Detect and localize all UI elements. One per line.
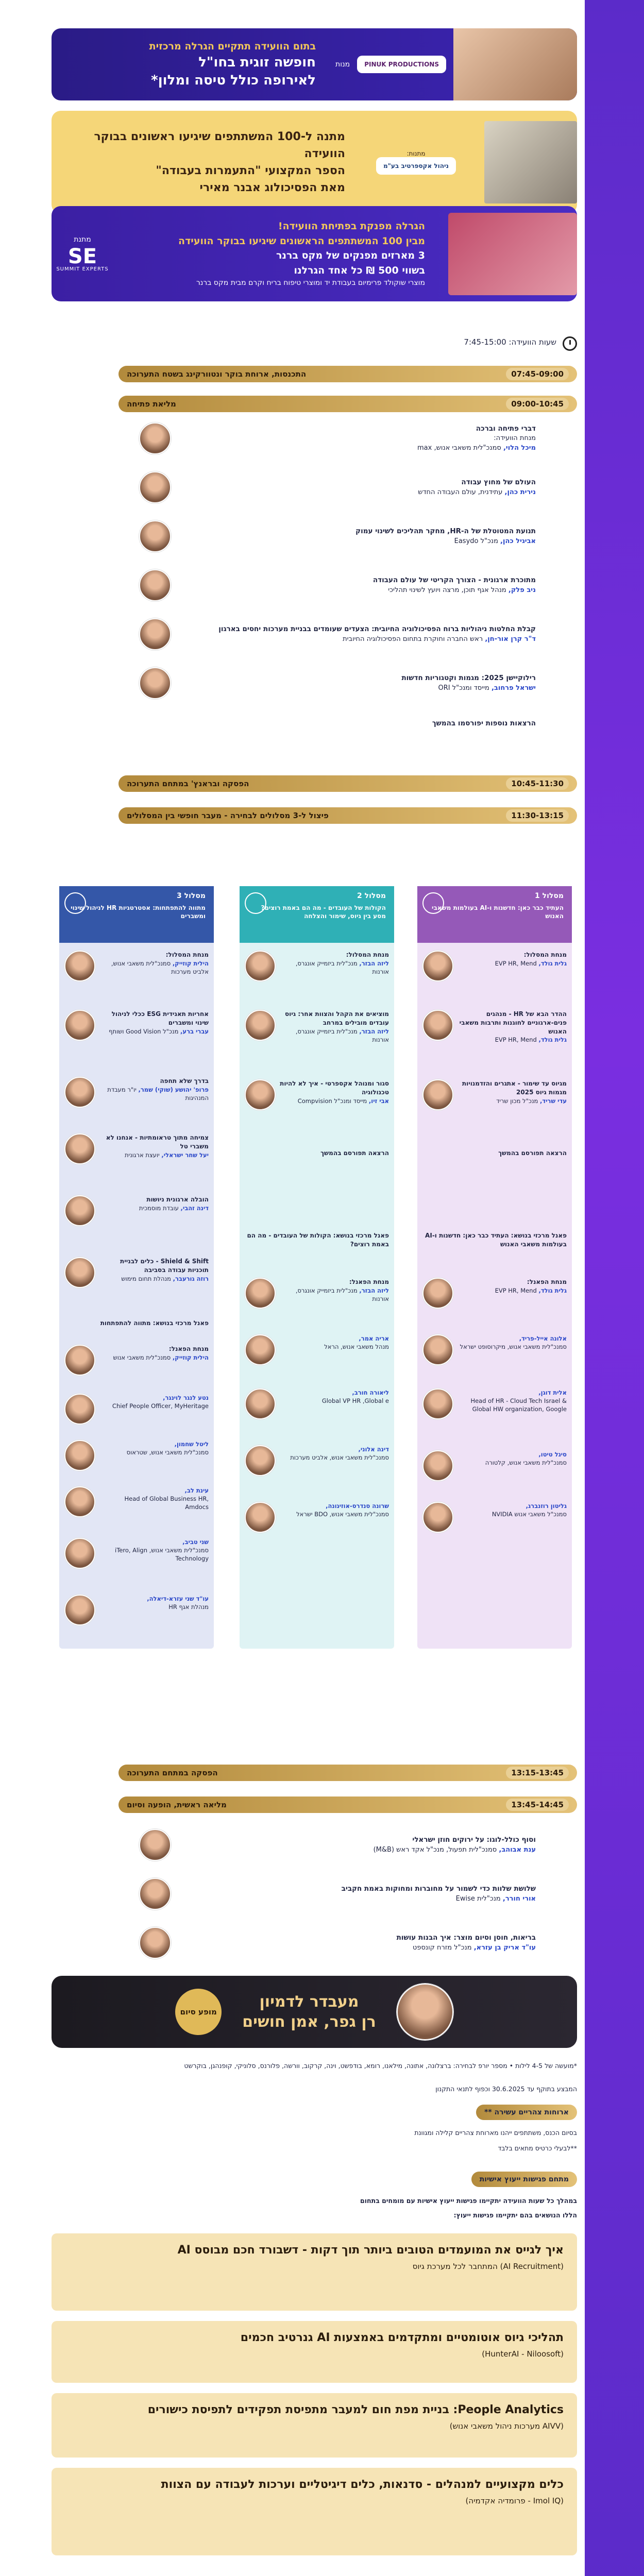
track-badge-icon bbox=[245, 892, 266, 914]
track-cell: מנחת המסלול: ליזה הבזר, מנכ"לית ביזמייק אונגרס, אורנות bbox=[240, 951, 394, 981]
avatar bbox=[422, 1334, 453, 1365]
track-3-header: מסלול 3 מתווה להתפתחות: אסטרטגיות HR לניהול שינוי ומשברים bbox=[59, 886, 214, 943]
track-cell: סיגל טיטו, סמנכ"לית משאבי אנוש, קלטורה bbox=[417, 1450, 572, 1481]
se-gift-label: מתנת bbox=[74, 235, 91, 244]
avatar bbox=[64, 1133, 95, 1164]
avatar bbox=[64, 1394, 95, 1425]
chocolate-gift-image bbox=[448, 213, 577, 295]
consult-note-2: הללו הנושאים בהם יתקיימו פגישות ייעוץ: bbox=[453, 2211, 577, 2219]
closing-item-3: בריאות, חוסן וסיום מוצר: איך הבנות עושות עו"ד אריק בן עזרא, מנכ"ל מזרח קונספט bbox=[139, 1927, 536, 1959]
chocolate-line-3: 3 מארזים מפנקים של מקס ברנר bbox=[276, 250, 425, 261]
plenary-item-3: תנועת המטוטלת של ה-HR, מחקר תהליכים לשינוי עמוק אביגיל כהן, מנכ"ל Easydo bbox=[139, 520, 536, 552]
track-cell: דינה אלוני, סמנכ"לית משאבי אנוש, אלביט מערכות bbox=[240, 1445, 394, 1476]
track-cell: סגור ומנוהל אקספרטי - איך לא להיות טכנולוגיה אבי זיו, מייסד ומנכ"ל Compvision bbox=[240, 1079, 394, 1110]
track-cell: שני טביב, סמנכ"לית משאבי אנוש, iTero, Align Technology bbox=[59, 1538, 214, 1569]
track-cell: מנחת הפאנל: ליזה הבזר, מנכ"לית ביזמייק אונגרס, אורנות bbox=[240, 1278, 394, 1309]
beach-couple-image bbox=[453, 28, 577, 100]
closing-show-badge: מופע סיום bbox=[175, 1989, 222, 2035]
agenda-bar-2: 09:00-10:45 מליאת פתיחה bbox=[118, 396, 577, 412]
track-cell: פאנל מרכזי בנושא: העתיד כבר כאן: חדשנות ו-AI בעולמות משאבי האנוש bbox=[425, 1232, 567, 1248]
chocolate-raffle-banner bbox=[52, 206, 577, 301]
conference-hours: שעות הוועידה: 7:45-15:00 bbox=[52, 337, 577, 347]
avatar bbox=[64, 1486, 95, 1517]
track-cell: שרונה סנדרס-אוזיגונה, סמנכ"לית משאבי אנוש, BDO ישראל bbox=[240, 1502, 394, 1533]
book-cover-image bbox=[484, 121, 577, 204]
track-cell: אלית דוגן, Head of HR - Cloud Tech Israel & Global HW organization, Google bbox=[417, 1388, 572, 1419]
event-program-page bbox=[41, 0, 587, 2576]
track-1-column bbox=[417, 886, 572, 1649]
track-cell: ליאורה חורב, Global VP HR ,Global e bbox=[240, 1388, 394, 1419]
avatar bbox=[64, 1538, 95, 1569]
avatar bbox=[422, 1079, 453, 1110]
chocolate-line-4: בשווי 500 ₪ כל אחד הגרלנו bbox=[294, 264, 425, 276]
summit-experts-logo: מתנת SE SUMMIT EXPERTS bbox=[52, 236, 113, 272]
avatar bbox=[245, 1502, 276, 1533]
track-cell: עינת לב, Head of Global Business HR, Amdocs bbox=[59, 1486, 214, 1517]
book-sponsor-logo: ניהול אקספרטיב בע"מ bbox=[376, 157, 456, 175]
plenary-item-4: מתוכרת ארגונית - הצורך הקריטי של עולם העבודה ניב פלק, מנהל אגף תוכן, מרצה ויועץ לשינוי תהליכי bbox=[139, 569, 536, 601]
avatar bbox=[139, 471, 171, 503]
track-cell: נטע לנגר לוינגר, Chief People Officer, MyHeritage bbox=[59, 1394, 214, 1425]
track-cell: פאנל מרכזי בנושא: מתווה להתפתחות bbox=[100, 1319, 209, 1327]
consult-tag: מתחם פגישות ייעוץ אישיות bbox=[471, 2172, 577, 2187]
avatar bbox=[139, 520, 171, 552]
plenary-item-6: רילוקיישן 2025: מגמות וקטגוריות חדשות ישראל פרחוב, מייסד ומנכ"ל ORI bbox=[139, 667, 536, 699]
clock-icon bbox=[563, 336, 577, 351]
track-cell: גליטון רוזנברג, סמנכ"ל משאבי אנוש NVIDIA bbox=[417, 1502, 572, 1533]
consult-note-1: במהלך כל שעות הוועידה יתקיימו פגישות ייעוץ אישיות עם מומחים בתחום bbox=[360, 2197, 577, 2205]
track-3-column bbox=[59, 886, 214, 1649]
avatar bbox=[245, 1010, 276, 1041]
track-cell: ההדר הבא של HR - מנהגים פנים-ארגוניים לחוגנות ותרבות משאבי האנוש גלית גולד, EVP HR, Mend bbox=[417, 1010, 572, 1044]
track-2-header: מסלול 2 הקולות של העובדים - מה הם באמת רוצים? מסע בין גיוס, שימור והצלחה bbox=[240, 886, 394, 943]
closing-item-2: שלושת שלוות כדי לשמור על מחוברות ומחוקות באמת חקביב אורי חורר, מנכ"לית Ewise bbox=[139, 1878, 536, 1910]
plenary-item-5: קבלת החלטות ניהוליות ברוח הפסיכולוגיה החיובית: הצעדים שעומדים בבניית מערכות יחסים בארגון ד"ר קרן אור-חן, ראש החברה וחוקרת בתחום הפסיכולוגיה החיובית bbox=[139, 618, 536, 650]
avatar bbox=[422, 1010, 453, 1041]
closing-item-1: וסוף כולל-לוגו: על ירוקים חוזן ישראלי ענת אבוהב, סמנכ"לית תפעול, מנכ"ל אקד ראש (M&B) bbox=[139, 1829, 536, 1861]
avatar bbox=[64, 1440, 95, 1471]
consult-topic-1: איך לגייס את המועמדים הטובים ביותר תוך דקות - דשבורד חכם מבוסס AI (AI Recruitment) המתחבר לכל מערכת גיוס bbox=[52, 2233, 577, 2311]
show-line-1: מעבדר לדמיון bbox=[259, 1993, 359, 2011]
track-cell: עו"ד שני עזרא-דיאלה, מנהלת אגף HR bbox=[59, 1595, 214, 1625]
avatar bbox=[139, 1878, 171, 1910]
book-gift-banner bbox=[52, 111, 577, 214]
consult-topic-4: כלים מקצועיים למנהלים - סדנאות, כלים דיגיטליים וערכות לעבודה עם הצוות (Imol IQ - פרומדיה אקדמיה) bbox=[52, 2468, 577, 2555]
agenda-bar-6: 13:45-14:45 מליאה ראשית, הופעה וסיום bbox=[118, 1797, 577, 1813]
chocolate-line-2: מבין 100 המשתתפים הראשונים שיגיעו בבוקר הוועידה bbox=[178, 235, 425, 247]
avatar bbox=[64, 1345, 95, 1376]
track-cell: אריה אמר, מנהל משאבי אנוש, הראל bbox=[240, 1334, 394, 1365]
raffle-line-3: לאירופה כולל טיסה ומלון* bbox=[151, 73, 316, 89]
avatar bbox=[422, 1502, 453, 1533]
avatar bbox=[64, 1257, 95, 1288]
plenary-item-7: הרצאות נוספות יפורסמו בהמשך bbox=[432, 719, 536, 727]
avatar bbox=[245, 1445, 276, 1476]
track-cell: אלונה אייל-פריד, סמנכ"לית משאבי אנוש, מיקרוסופט ישראל bbox=[417, 1334, 572, 1365]
avatar bbox=[139, 1927, 171, 1959]
avatar bbox=[64, 1595, 95, 1625]
agenda-bar-4: 11:30-13:15 פיצול ל-3 מסלולים לבחירה - מעבר חופשי בין המסלולים bbox=[118, 807, 577, 824]
lunch-tag: ארוחות צהריים עשירה ** bbox=[476, 2105, 577, 2120]
chocolate-line-1: הגרלה מפנקת בפתיחת הוועידה! bbox=[278, 221, 425, 232]
avatar bbox=[422, 951, 453, 981]
avatar bbox=[245, 951, 276, 981]
plenary-item-1: דברי פתיחה וברכה מנחת הוועידה: מיכל הלוי, סמנכ"לית משאבי אנוש, max bbox=[139, 422, 536, 454]
track-cell: מגיוס עד שימור - אתגרים והזדמנויות מגמות גיוס 2025 עדי שריד, מנכ"ל מכון שריד bbox=[417, 1079, 572, 1110]
avatar bbox=[245, 1079, 276, 1110]
avatar bbox=[139, 422, 171, 454]
track-badge-icon bbox=[64, 892, 86, 914]
avatar bbox=[422, 1388, 453, 1419]
avatar bbox=[139, 569, 171, 601]
track-cell: מנחת המסלול: הילית קוזייק, סמנכ"לית משאבי אנוש, אלביט מערכות bbox=[59, 951, 214, 981]
track-cell: בדרך שלא תחפה פרופ' יהושע (שוקי) שמר, יו"ר מעבדת המנהיגות bbox=[59, 1077, 214, 1108]
sponsor-logo-pinuk: PINUK PRODUCTIONS bbox=[357, 56, 446, 73]
track-cell: מנחת המסלול: גלית גולד, EVP HR, Mend bbox=[417, 951, 572, 981]
avatar bbox=[64, 1077, 95, 1108]
avatar bbox=[139, 1829, 171, 1861]
avatar bbox=[245, 1278, 276, 1309]
avatar bbox=[245, 1388, 276, 1419]
track-cell: הרצאה תפורסם בהמשך bbox=[498, 1149, 567, 1157]
track-cell: מוציאים את הקהל והצוות אחר: גיוס עובדים מובילים במרחב ליזה הבזר, מנכ"לית ביזמייק אונגרס, אורנות bbox=[240, 1010, 394, 1044]
raffle-terms-note: *מועשה של 4-5 לילות • מספר יורפ לבחירה: ברצלונה, אתונה, מילאנו, רומא, בודפשט, וינה, קרקוב, וורשה, פלורנס, סלוניקי, קופנהגן, בוקרשט bbox=[184, 2062, 577, 2070]
closing-show-banner bbox=[52, 1976, 577, 2048]
track-cell: מנחת הפאנל: הילית קוזייק, סמנכ"לית משאבי אנוש bbox=[59, 1345, 214, 1376]
plenary-item-2: העולם של מחוץ עבודה נירית כהן, עתידנית, עולם העבודה החדש bbox=[139, 471, 536, 503]
consult-topic-2: תהליכי גיוס אוטומטיים ומתקדמים באמצעות AI גנרטיב חכמים (HunterAI - Niloosoft) bbox=[52, 2321, 577, 2383]
lunch-note: בסיום הכנס, משתתפים ייהנו מארוחת צהריים קלילה ומגוונת bbox=[414, 2129, 577, 2137]
avatar bbox=[64, 1195, 95, 1226]
track-cell: Shield & Shift - כלים לבניית תוכניות עבודה בסביבה רוזה גורעבר, מנהלת תחום מימוש bbox=[59, 1257, 214, 1288]
agenda-bar-5: 13:15-13:45 הפסקה במתחם התערוכה bbox=[118, 1765, 577, 1781]
track-cell: פאנל מרכזי בנושא: הקולות של העובדים - מה הם באמת רוצים? bbox=[247, 1232, 389, 1248]
decorative-side-stripe bbox=[585, 0, 644, 2576]
track-cell: ליטל שחמון, סמנכ"לית משאבי אנוש, שטראוס bbox=[59, 1440, 214, 1471]
track-cell: צמיחה מתוך טראומתיות - אנחנו לא משברי טל יעל שחר ישראלי, יועצת ארגונית bbox=[59, 1133, 214, 1164]
raffle-banner bbox=[52, 28, 577, 100]
book-gift-line-1: מתנה ל-100 המשתתפים שיגיעו ראשונים בבוקר הוועידה bbox=[94, 130, 345, 160]
avatar bbox=[245, 1334, 276, 1365]
avatar bbox=[422, 1278, 453, 1309]
book-gift-line-3: מאת הפסיכולוג אבנר מאירי bbox=[199, 181, 345, 194]
track-cell: הובלה ארגונית ניושות דינה זהבי, עובדת מוסמכית bbox=[59, 1195, 214, 1226]
agenda-bar-1: 07:45-09:00 התכנסות, ארוחת בוקר ונטוורקינג בשטח התערוכה bbox=[118, 366, 577, 382]
show-line-2: רן גפר, אמן חושים bbox=[242, 2013, 376, 2031]
track-cell: הרצאה תפורסם בהמשך bbox=[320, 1149, 389, 1157]
track-2-column bbox=[240, 886, 394, 1649]
avatar bbox=[64, 1010, 95, 1041]
promo-validity-note: המבצע בתוקף עד 30.6.2025 וכפוף לתנאי התקנון bbox=[435, 2085, 577, 2093]
lunch-footnote: **לבעלי כרטיס מתאים בלבד bbox=[498, 2144, 577, 2152]
performer-photo bbox=[397, 1984, 453, 2040]
book-gift-line-2: הספר המקצועי "התעמרות בעבודה" bbox=[156, 164, 345, 177]
book-sponsor-label: מתנות: bbox=[406, 150, 426, 157]
track-cell: אחריות תאגידית ESG ככלי לניהול שינוי ומשברים עברי ברע, מנכ"ל Good Vision ושותף bbox=[59, 1010, 214, 1041]
avatar bbox=[139, 667, 171, 699]
sponsor-label: מנות bbox=[335, 60, 350, 69]
chocolate-line-5: מוצרי שוקולד פרימיום בעבודת יד ומוצרי טיפוח בריח וקרם מבית מקס ברנר bbox=[196, 279, 425, 287]
raffle-line-1: בתום הוועידה תתקיים הגרלה מרכזית bbox=[149, 40, 316, 52]
avatar bbox=[139, 618, 171, 650]
track-cell: מנחת הפאנל: גלית גולד, EVP HR, Mend bbox=[417, 1278, 572, 1309]
track-badge-icon bbox=[422, 892, 444, 914]
raffle-line-2: חופשה זוגית בחו"ל bbox=[198, 55, 316, 71]
avatar bbox=[64, 951, 95, 981]
avatar bbox=[422, 1450, 453, 1481]
consult-topic-3: People Analytics: בניית מפת חום למעבר מתפיסת תפקידים לתפיסת כישורים (AIVV מערכות ניהול משאבי אנוש) bbox=[52, 2393, 577, 2458]
track-1-header: מסלול 1 העתיד כבר כאן: חדשנות ו-AI בעולמות משאבי האנוש bbox=[417, 886, 572, 943]
agenda-bar-3: 10:45-11:30 הפסקה ובראנץ' במתחם התערוכה bbox=[118, 775, 577, 792]
